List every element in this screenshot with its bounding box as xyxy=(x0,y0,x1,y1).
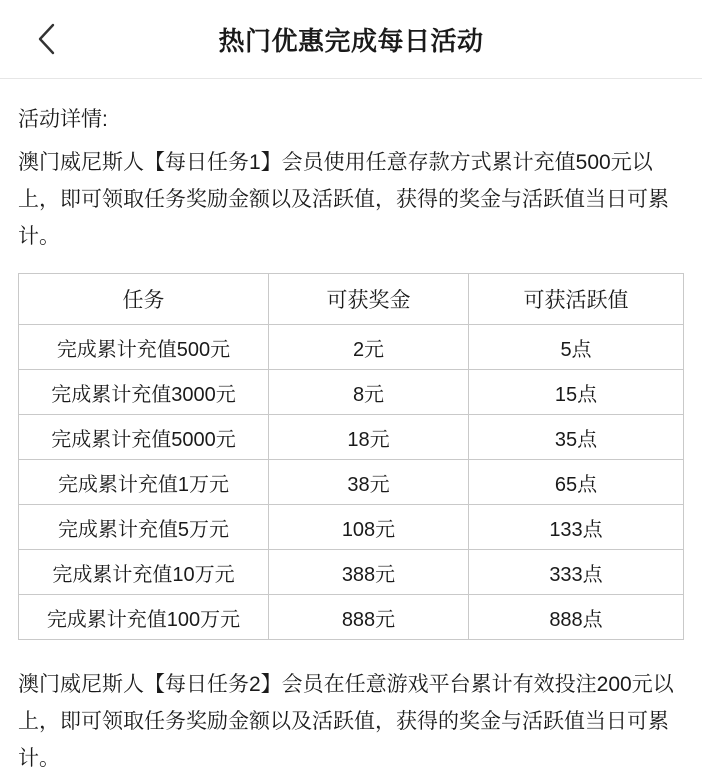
table-cell-points: 35点 xyxy=(469,415,684,460)
table-cell-bonus: 108元 xyxy=(269,505,469,550)
table-cell-task: 完成累计充值3000元 xyxy=(19,370,269,415)
table-cell-task: 完成累计充值10万元 xyxy=(19,550,269,595)
table-cell-bonus: 8元 xyxy=(269,370,469,415)
table-row xyxy=(19,505,684,550)
chevron-left-icon xyxy=(36,22,58,56)
table-cell-task: 完成累计充值500元 xyxy=(19,325,269,370)
table-header-cell: 可获活跃值 xyxy=(469,274,684,325)
table-row xyxy=(19,370,684,415)
table-cell-bonus: 888元 xyxy=(269,595,469,640)
back-button[interactable] xyxy=(30,22,64,56)
table-header-cell: 任务 xyxy=(19,274,269,325)
table-cell-points: 65点 xyxy=(469,460,684,505)
table-cell-task: 完成累计充值5万元 xyxy=(19,505,269,550)
table-cell-bonus: 2元 xyxy=(269,325,469,370)
table-row xyxy=(19,460,684,505)
table-cell-bonus: 38元 xyxy=(269,460,469,505)
task1-description: 澳门威尼斯人【每日任务1】会员使用任意存款方式累计充值500元以上，即可领取任务奖励金额以及活跃值，获得的奖金与活跃值当日可累计。 xyxy=(18,151,669,248)
table-row xyxy=(19,415,684,460)
table-header-row xyxy=(19,274,684,325)
table-cell-points: 133点 xyxy=(469,505,684,550)
activity-details-label: 活动详情: xyxy=(18,108,108,131)
page-header xyxy=(0,0,702,79)
table-cell-task: 完成累计充值5000元 xyxy=(19,415,269,460)
table-cell-bonus: 388元 xyxy=(269,550,469,595)
table-cell-points: 333点 xyxy=(469,550,684,595)
table-cell-points: 15点 xyxy=(469,370,684,415)
activity-content xyxy=(0,101,702,777)
table-row xyxy=(19,325,684,370)
table-row xyxy=(19,550,684,595)
page-title: 热门优惠完成每日活动 xyxy=(218,25,484,56)
reward-table xyxy=(18,273,684,640)
task2-description: 澳门威尼斯人【每日任务2】会员在任意游戏平台累计有效投注200元以上，即可领取任务奖励金额以及活跃值，获得的奖金与活跃值当日可累计。 xyxy=(18,673,674,770)
table-header-cell: 可获奖金 xyxy=(269,274,469,325)
table-cell-points: 888点 xyxy=(469,595,684,640)
table-cell-points: 5点 xyxy=(469,325,684,370)
table-cell-bonus: 18元 xyxy=(269,415,469,460)
table-row xyxy=(19,595,684,640)
table-cell-task: 完成累计充值1万元 xyxy=(19,460,269,505)
table-cell-task: 完成累计充值100万元 xyxy=(19,595,269,640)
